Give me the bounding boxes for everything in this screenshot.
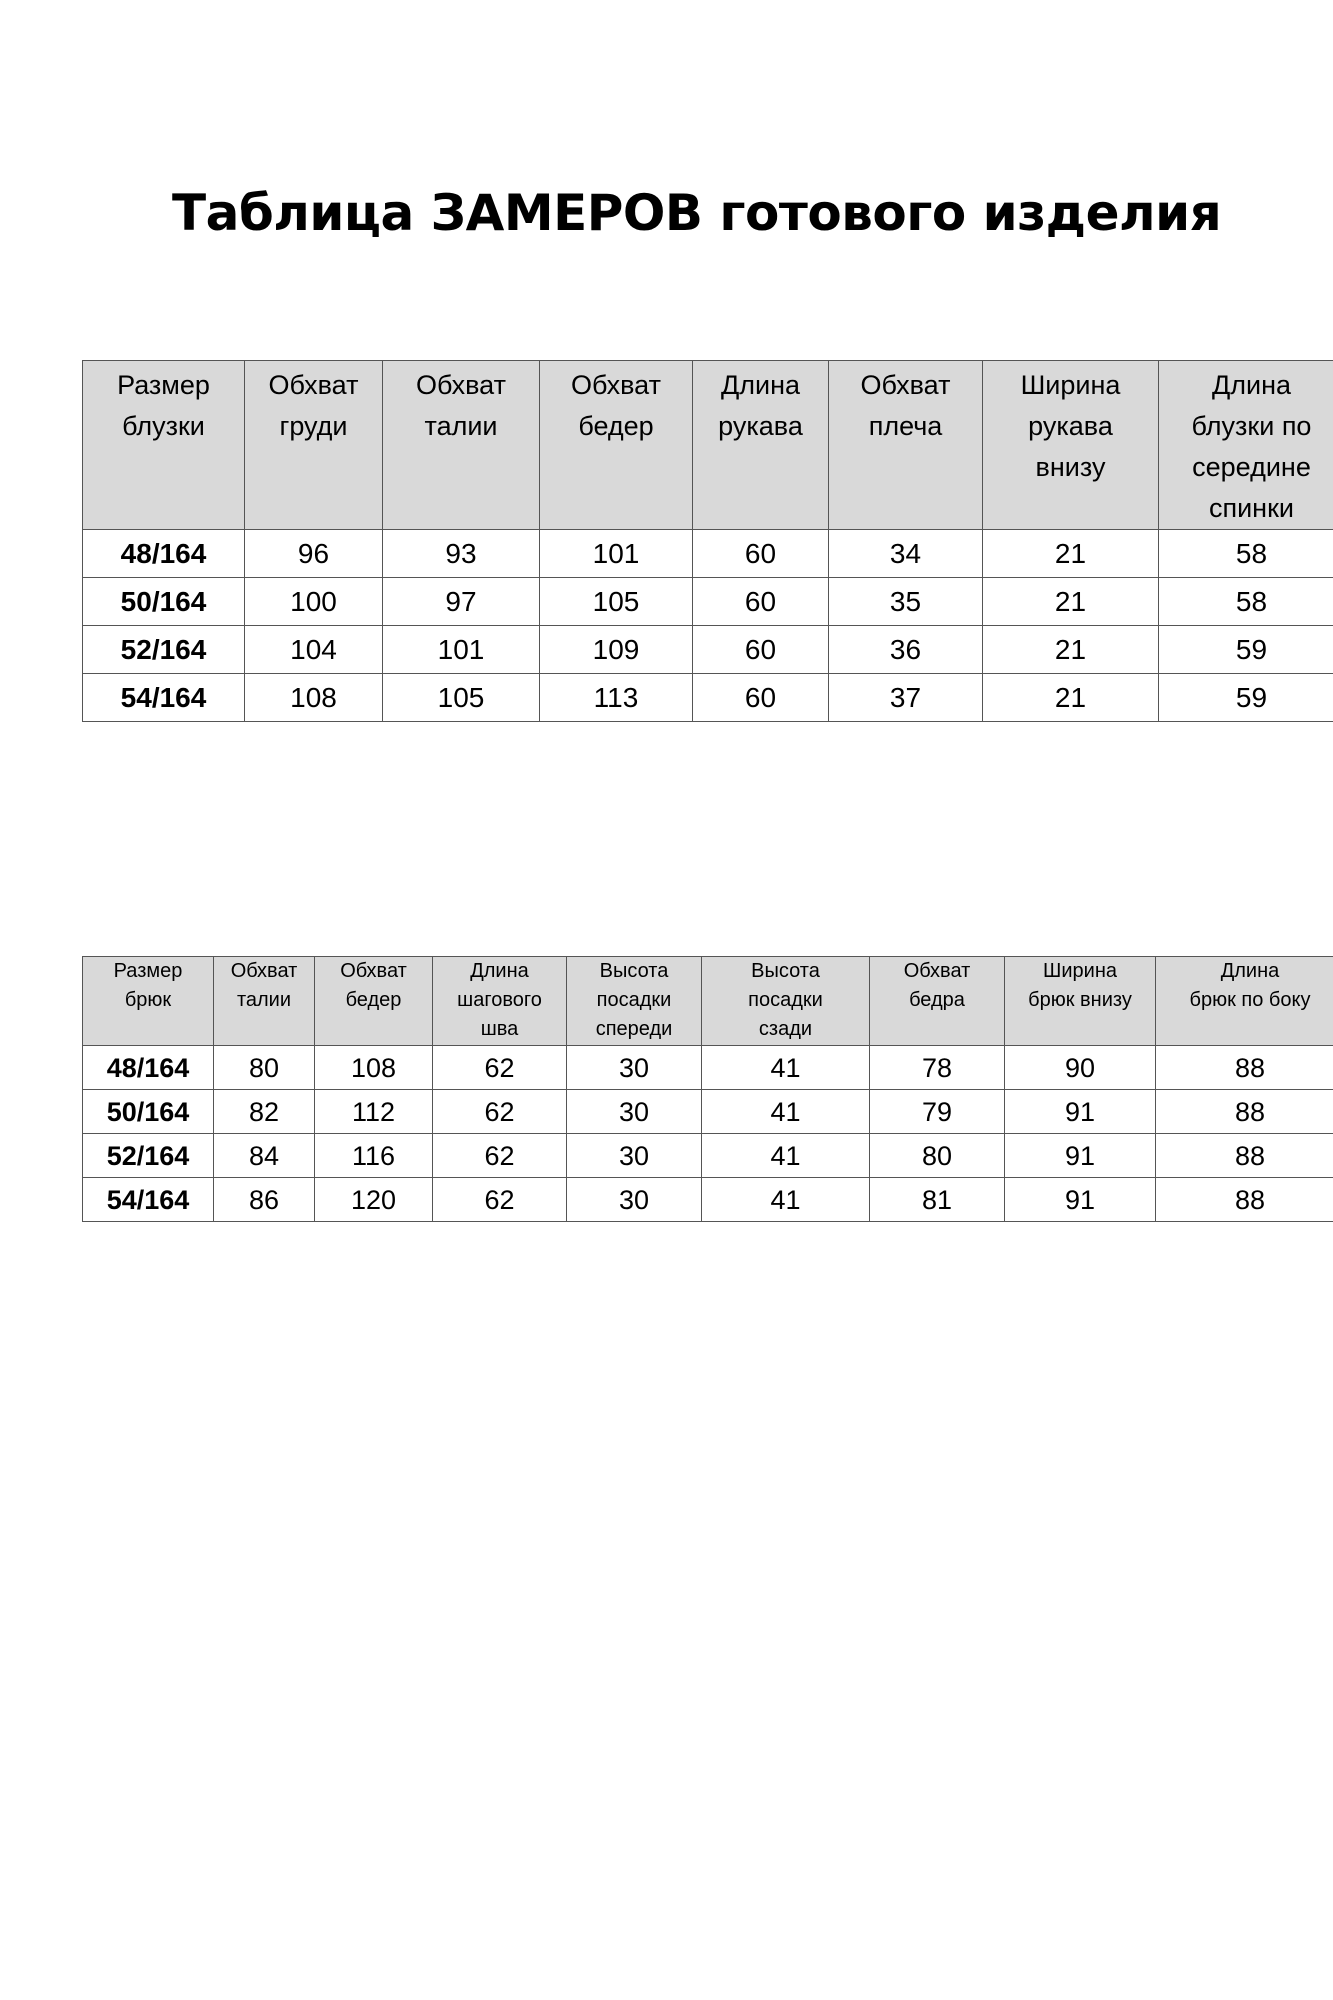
trousers-header-cell <box>214 957 315 1046</box>
measurement-cell: 88 <box>1156 1090 1333 1134</box>
table-row <box>83 1178 1333 1222</box>
header-label: Обхват <box>416 370 506 400</box>
header-label: талии <box>424 411 498 441</box>
header-label: талии <box>236 989 292 1011</box>
table-row <box>83 1090 1333 1134</box>
blouse-body <box>83 530 1333 722</box>
measurement-cell: 101 <box>383 626 540 674</box>
measurement-cell: 112 <box>315 1090 433 1134</box>
measurement-cell: 81 <box>870 1178 1005 1222</box>
header-label: Ширина <box>1043 960 1117 982</box>
blouse-header-cell <box>383 361 540 530</box>
size-cell: 50/164 <box>83 578 245 626</box>
measurement-cell: 62 <box>433 1046 567 1090</box>
header-label: шва <box>480 1018 519 1040</box>
table-row <box>83 1134 1333 1178</box>
header-label: Высота <box>599 960 669 982</box>
trousers-body <box>83 1046 1333 1222</box>
header-label: середине <box>1192 452 1311 482</box>
measurement-cell: 82 <box>214 1090 315 1134</box>
measurement-cell: 80 <box>214 1046 315 1090</box>
blouse-measurements-table <box>82 360 1333 722</box>
header-label: бедра <box>909 989 965 1011</box>
size-cell: 50/164 <box>83 1090 214 1134</box>
trousers-header-cell <box>870 957 1005 1046</box>
header-label: Длина <box>1220 960 1280 982</box>
header-label: Длина <box>470 960 529 982</box>
header-label: Обхват <box>903 960 971 982</box>
table-row <box>83 674 1333 722</box>
header-label: блузки <box>122 411 205 441</box>
measurement-cell: 59 <box>1159 626 1333 674</box>
table-row <box>83 530 1333 578</box>
measurement-cell: 100 <box>245 578 383 626</box>
table-row <box>83 1046 1333 1090</box>
size-cell: 52/164 <box>83 1134 214 1178</box>
measurement-cell: 30 <box>567 1090 702 1134</box>
header-label: рукава <box>718 411 803 441</box>
measurement-cell: 86 <box>214 1178 315 1222</box>
measurement-cell: 79 <box>870 1090 1005 1134</box>
measurement-cell: 41 <box>702 1178 870 1222</box>
size-cell: 48/164 <box>83 1046 214 1090</box>
blouse-header-cell <box>540 361 693 530</box>
measurement-cell: 91 <box>1005 1134 1156 1178</box>
measurement-cell: 59 <box>1159 674 1333 722</box>
measurement-cell: 113 <box>540 674 693 722</box>
header-label: бедер <box>345 989 402 1011</box>
header-label: Обхват <box>230 960 298 982</box>
measurement-cell: 21 <box>983 530 1159 578</box>
measurement-cell: 90 <box>1005 1046 1156 1090</box>
measurement-cell: 96 <box>245 530 383 578</box>
trousers-header-row <box>83 957 1333 1046</box>
measurement-cell: 21 <box>983 626 1159 674</box>
measurement-cell: 62 <box>433 1090 567 1134</box>
size-cell: 54/164 <box>83 674 245 722</box>
measurement-cell: 58 <box>1159 530 1333 578</box>
measurement-cell: 21 <box>983 674 1159 722</box>
blouse-header-cell <box>829 361 983 530</box>
blouse-header-cell <box>983 361 1159 530</box>
header-label: Размер <box>113 960 183 982</box>
header-label: Размер <box>117 370 210 400</box>
measurement-cell: 108 <box>315 1046 433 1090</box>
trousers-header-cell <box>702 957 870 1046</box>
blouse-header-cell <box>245 361 383 530</box>
measurement-cell: 109 <box>540 626 693 674</box>
trousers-header-cell <box>83 957 214 1046</box>
measurement-cell: 97 <box>383 578 540 626</box>
blouse-header-cell <box>83 361 245 530</box>
measurement-cell: 80 <box>870 1134 1005 1178</box>
measurement-cell: 91 <box>1005 1178 1156 1222</box>
measurement-cell: 41 <box>702 1046 870 1090</box>
measurement-cell: 78 <box>870 1046 1005 1090</box>
header-label: Длина <box>720 370 801 400</box>
measurement-cell: 41 <box>702 1134 870 1178</box>
header-label: посадки <box>748 989 823 1011</box>
header-label: Обхват <box>268 370 359 400</box>
measurement-cell: 30 <box>567 1178 702 1222</box>
measurement-cell: 62 <box>433 1134 567 1178</box>
measurement-cell: 105 <box>383 674 540 722</box>
header-label: бедер <box>578 411 654 441</box>
header-label: Высота <box>751 960 820 982</box>
trousers-measurements-table <box>82 956 1333 1222</box>
trousers-header-cell <box>433 957 567 1046</box>
header-label: Длина <box>1211 370 1292 400</box>
table-row <box>83 626 1333 674</box>
measurement-cell: 101 <box>540 530 693 578</box>
measurement-cell: 60 <box>693 626 829 674</box>
header-label: Обхват <box>860 370 951 400</box>
measurement-cell: 120 <box>315 1178 433 1222</box>
measurement-cell: 60 <box>693 530 829 578</box>
measurement-cell: 88 <box>1156 1134 1333 1178</box>
size-cell: 54/164 <box>83 1178 214 1222</box>
trousers-header-cell <box>1005 957 1156 1046</box>
header-label: посадки <box>596 989 672 1011</box>
header-label: брюк по боку <box>1189 989 1311 1011</box>
measurement-cell: 21 <box>983 578 1159 626</box>
measurement-cell: 108 <box>245 674 383 722</box>
measurement-cell: 30 <box>567 1046 702 1090</box>
measurement-cell: 116 <box>315 1134 433 1178</box>
measurement-cell: 36 <box>829 626 983 674</box>
header-label: спереди <box>595 1018 673 1040</box>
measurement-cell: 30 <box>567 1134 702 1178</box>
trousers-header-cell <box>567 957 702 1046</box>
header-label: рукава <box>1028 411 1113 441</box>
measurement-cell: 91 <box>1005 1090 1156 1134</box>
header-label: брюк <box>124 989 172 1011</box>
measurement-cell: 35 <box>829 578 983 626</box>
measurement-cell: 105 <box>540 578 693 626</box>
measurement-cell: 84 <box>214 1134 315 1178</box>
blouse-header-cell <box>693 361 829 530</box>
measurement-cell: 93 <box>383 530 540 578</box>
header-label: груди <box>279 411 348 441</box>
measurement-cell: 37 <box>829 674 983 722</box>
measurement-cell: 60 <box>693 578 829 626</box>
measurement-cell: 58 <box>1159 578 1333 626</box>
measurement-cell: 88 <box>1156 1046 1333 1090</box>
page-title: Таблица ЗАМЕРОВ готового изделия <box>172 184 1222 242</box>
measurement-cell: 34 <box>829 530 983 578</box>
measurement-cell: 62 <box>433 1178 567 1222</box>
header-label: спинки <box>1208 493 1294 523</box>
header-label: брюк внизу <box>1028 989 1132 1011</box>
measurement-cell: 41 <box>702 1090 870 1134</box>
size-cell: 48/164 <box>83 530 245 578</box>
header-label: шагового <box>457 989 542 1011</box>
size-cell: 52/164 <box>83 626 245 674</box>
trousers-header-cell <box>1156 957 1333 1046</box>
table-row <box>83 578 1333 626</box>
header-label: сзади <box>758 1018 813 1040</box>
header-label: Обхват <box>571 370 661 400</box>
measurement-cell: 88 <box>1156 1178 1333 1222</box>
header-label: плеча <box>868 411 943 441</box>
header-label: Обхват <box>340 960 407 982</box>
header-label: внизу <box>1035 452 1106 482</box>
blouse-header-row <box>83 361 1333 530</box>
trousers-header-cell <box>315 957 433 1046</box>
measurement-cell: 60 <box>693 674 829 722</box>
blouse-header-cell <box>1159 361 1333 530</box>
measurement-cell: 104 <box>245 626 383 674</box>
header-label: блузки по <box>1191 411 1312 441</box>
header-label: Ширина <box>1020 370 1121 400</box>
